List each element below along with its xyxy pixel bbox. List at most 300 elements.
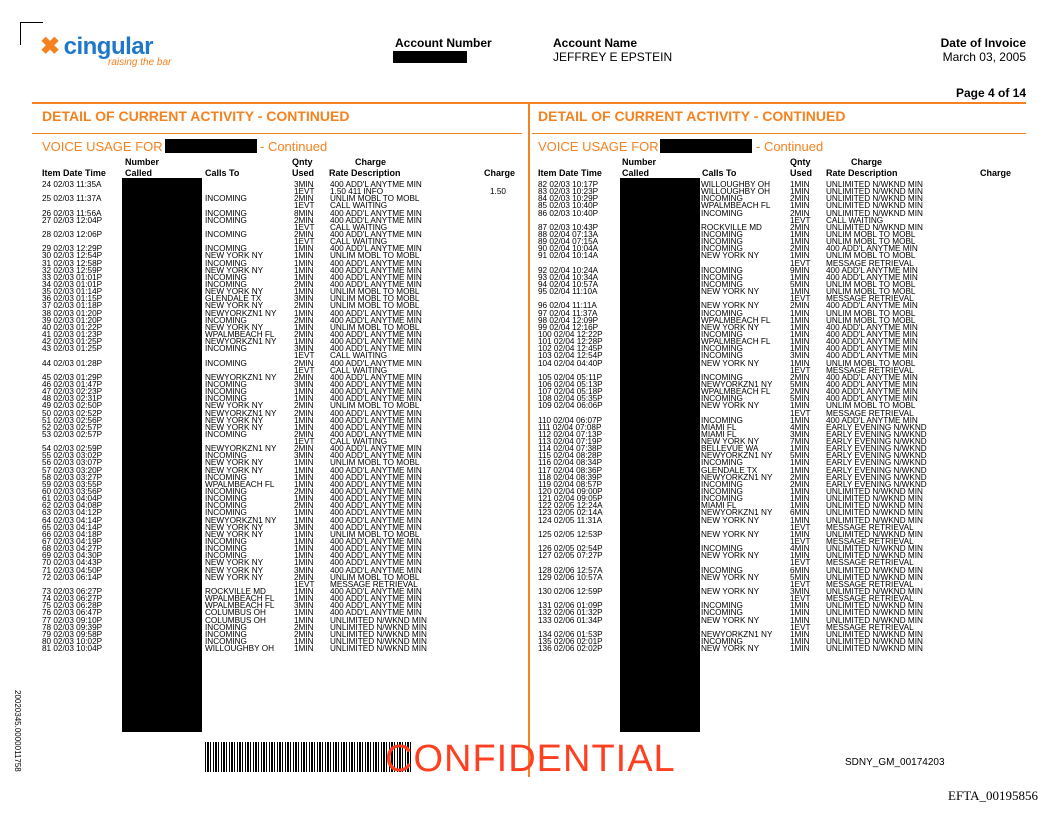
row-calls-to: INCOMING <box>205 394 247 404</box>
row-calls-to: INCOMING <box>701 308 743 318</box>
table-row <box>538 252 1018 259</box>
row-desc: MESSAGE RETRIEVAL <box>330 579 418 589</box>
row-calls-to: WILLOUGHBY OH <box>701 187 771 197</box>
row-qnty: 1MIN <box>790 465 810 475</box>
row-desc: UNLIM MOBL TO MOBL <box>826 401 916 411</box>
row-item: 79 02/03 09:58P <box>42 629 103 639</box>
row-calls-to: INCOMING <box>701 208 743 218</box>
table-row <box>538 317 1018 324</box>
row-item: 91 02/04 10:14A <box>538 251 599 261</box>
row-desc: UNLIM MOBL TO MOBL <box>330 529 420 539</box>
row-calls-to: NEW YORK NY <box>701 437 760 447</box>
row-desc: 400 ADD'L ANYTME MIN <box>330 265 422 275</box>
row-calls-to: NEWYORKZN1 NY <box>701 508 773 518</box>
table-row <box>538 445 1018 452</box>
table-row <box>538 395 1018 402</box>
row-qnty: 1MIN <box>294 258 314 268</box>
col-called: Called <box>125 168 153 178</box>
row-desc: UNLIMITED N/WKND MIN <box>826 508 923 518</box>
row-item: 112 02/04 07:13P <box>538 429 603 439</box>
table-row <box>42 552 522 559</box>
row-desc: 400 ADD'L ANYTME MIN <box>330 329 422 339</box>
row-desc: MESSAGE RETRIEVAL <box>826 594 914 604</box>
row-desc: 400 ADD'L ANYTME MIN <box>330 429 422 439</box>
row-qnty: 3MIN <box>294 379 314 389</box>
table-row <box>42 417 522 424</box>
table-row <box>538 488 1018 495</box>
col-charge: Charge <box>484 168 516 178</box>
row-qnty: 1MIN <box>294 251 314 261</box>
row-desc: MESSAGE RETRIEVAL <box>826 294 914 304</box>
row-calls-to: INCOMING <box>701 479 743 489</box>
row-desc: 400 ADD'L ANYTME MIN <box>330 422 422 432</box>
row-desc: EARLY EVENING N/WKND <box>826 422 927 432</box>
row-qnty: 9MIN <box>790 265 810 275</box>
row-qnty: 2MIN <box>294 429 314 439</box>
row-calls-to: GLENDALE TX <box>701 465 758 475</box>
table-row <box>42 438 522 445</box>
row-qnty: 2MIN <box>294 629 314 639</box>
row-calls-to: INCOMING <box>205 387 247 397</box>
row-item: 82 02/03 10:17P <box>538 180 599 189</box>
row-desc: UNLIMITED N/WKND MIN <box>826 494 923 504</box>
row-qnty: 3MIN <box>294 294 314 304</box>
row-qnty: 2MIN <box>790 479 810 489</box>
table-row <box>538 588 1018 595</box>
row-qnty: 1MIN <box>294 244 314 254</box>
row-qnty: 1MIN <box>790 501 810 511</box>
table-row <box>42 402 522 409</box>
row-qnty: 2MIN <box>790 472 810 482</box>
table-row <box>42 317 522 324</box>
row-qnty: 1MIN <box>790 329 810 339</box>
table-row <box>42 345 522 352</box>
row-item: 101 02/04 12:28P <box>538 337 603 347</box>
row-calls-to: NEW YORK NY <box>205 401 264 411</box>
table-row <box>538 517 1018 524</box>
row-calls-to: INCOMING <box>205 629 247 639</box>
row-qnty: 1MIN <box>790 287 810 297</box>
table-row <box>42 381 522 388</box>
row-qnty: 1EVT <box>790 558 811 568</box>
col-charge-top: Charge <box>355 157 387 167</box>
row-qnty: 1MIN <box>294 537 314 547</box>
row-qnty: 2MIN <box>294 372 314 382</box>
row-qnty: 1MIN <box>294 265 314 275</box>
row-desc: 400 ADD'L ANYTME MIN <box>330 308 422 318</box>
row-calls-to: NEW YORK NY <box>205 265 264 275</box>
table-row <box>42 559 522 566</box>
row-item: 58 02/03 03:27P <box>42 472 103 482</box>
row-calls-to: ROCKVILLE MD <box>701 222 762 232</box>
account-number-label: Account Number <box>395 36 492 50</box>
table-row <box>538 288 1018 295</box>
row-item: 97 02/04 11:37A <box>538 308 598 318</box>
row-desc: 400 ADD'L ANYTME MIN <box>330 408 422 418</box>
row-desc: UNLIM MOBL TO MOBL <box>826 287 916 297</box>
confidential-stamp: CONFIDENTIAL <box>385 738 676 780</box>
table-row <box>42 481 522 488</box>
row-calls-to: NEWYORKZN1 NY <box>205 408 277 418</box>
row-desc: 400 ADD'L ANYTME MIN <box>826 272 918 282</box>
row-qnty: 3MIN <box>294 180 314 189</box>
row-item: 31 02/03 12:58P <box>42 258 103 268</box>
row-qnty: 1EVT <box>790 258 811 268</box>
row-calls-to: NEW YORK NY <box>205 572 264 582</box>
row-qnty: 2MIN <box>294 401 314 411</box>
table-row <box>538 459 1018 466</box>
table-row <box>42 374 522 381</box>
row-qnty: 2MIN <box>294 329 314 339</box>
row-calls-to: NEW YORK NY <box>701 401 760 411</box>
row-desc: 400 ADD'L ANYTME MIN <box>330 394 422 404</box>
table-row <box>42 188 522 195</box>
col-number-r: Number <box>622 157 657 167</box>
phone-redacted-right <box>660 139 752 153</box>
row-calls-to: NEW YORK NY <box>205 458 264 468</box>
row-calls-to: NEW YORK NY <box>205 422 264 432</box>
row-qnty: 3MIN <box>790 351 810 361</box>
table-row <box>538 410 1018 417</box>
table-row <box>538 388 1018 395</box>
row-qnty: 1MIN <box>790 615 810 625</box>
row-calls-to: INCOMING <box>205 544 247 554</box>
table-row <box>538 631 1018 638</box>
table-row <box>538 509 1018 516</box>
row-desc: 400 ADD'L ANYTME MIN <box>826 372 918 382</box>
row-calls-to: MIAMI FL <box>701 422 737 432</box>
row-item: 72 02/03 06:14P <box>42 572 103 582</box>
row-item: 68 02/03 04:27P <box>42 544 103 554</box>
col-called-r: Called <box>622 168 650 178</box>
row-desc: 400 ADD'L ANYTME MIN <box>330 537 422 547</box>
row-desc: UNLIMITED N/WKND MIN <box>826 601 923 611</box>
row-qnty: 1MIN <box>294 587 314 597</box>
row-calls-to: NEW YORK NY <box>701 587 760 597</box>
row-desc: UNLIMITED N/WKND MIN <box>826 587 923 597</box>
row-calls-to: INCOMING <box>205 537 247 547</box>
row-qnty: 1MIN <box>294 615 314 625</box>
row-qnty: 3MIN <box>294 451 314 461</box>
table-row <box>538 467 1018 474</box>
row-calls-to: INCOMING <box>205 379 247 389</box>
row-desc: UNLIM MOBL TO MOBL <box>826 358 916 368</box>
table-row <box>42 238 522 245</box>
table-row <box>42 531 522 538</box>
row-qnty: 1MIN <box>294 479 314 489</box>
table-row <box>538 295 1018 302</box>
brand-name: cingular <box>63 33 153 60</box>
row-qnty: 1MIN <box>790 237 810 247</box>
table-row <box>538 245 1018 252</box>
row-calls-to: NEW YORK NY <box>701 515 760 525</box>
row-desc: EARLY EVENING N/WKND <box>826 465 927 475</box>
row-desc: UNLIMITED N/WKND MIN <box>826 515 923 525</box>
row-desc: UNLIM MOBL TO MOBL <box>330 287 420 297</box>
row-desc: 400 ADD'L ANYTME MIN <box>826 337 918 347</box>
row-item: 108 02/04 05:35P <box>538 394 603 404</box>
row-desc: 400 ADD'L ANYTME MIN <box>330 479 422 489</box>
row-item: 107 02/04 05:18P <box>538 387 603 397</box>
row-desc: 400 ADD'L ANYTME MIN <box>330 229 422 239</box>
row-item: 133 02/06 01:34P <box>538 615 603 625</box>
row-calls-to: INCOMING <box>701 565 743 575</box>
row-calls-to: NEW YORK NY <box>701 644 760 654</box>
row-calls-to: INCOMING <box>701 229 743 239</box>
row-qnty: 1MIN <box>790 272 810 282</box>
row-item: 127 02/05 07:27P <box>538 551 603 561</box>
row-desc: UNLIMITED N/WKND MIN <box>330 629 427 639</box>
row-desc: UNLIM MOBL TO MOBL <box>826 279 916 289</box>
table-row <box>42 302 522 309</box>
table-row <box>538 438 1018 445</box>
row-item: 24 02/03 11:35A <box>42 180 102 189</box>
row-qnty: 1MIN <box>294 644 314 654</box>
voice-usage-label-left: VOICE USAGE FOR <box>42 139 163 154</box>
table-row <box>42 295 522 302</box>
col-qnty-r: Qnty <box>790 157 811 167</box>
column-divider <box>528 102 530 777</box>
row-desc: UNLIMITED N/WKND MIN <box>826 180 923 189</box>
row-item: 103 02/04 12:54P <box>538 351 603 361</box>
row-item: 99 02/04 12:16P <box>538 322 599 332</box>
row-item: 40 02/03 01:22P <box>42 322 103 332</box>
row-item: 75 02/03 06:28P <box>42 601 103 611</box>
row-calls-to: INCOMING <box>205 272 247 282</box>
row-qnty: 2MIN <box>294 194 314 204</box>
row-item: 118 02/04 08:39P <box>538 472 603 482</box>
row-qnty: 2MIN <box>790 387 810 397</box>
row-qnty: 2MIN <box>294 501 314 511</box>
table-row <box>42 631 522 638</box>
row-item: 36 02/03 01:15P <box>42 294 103 304</box>
table-row <box>42 581 522 588</box>
row-item: 74 02/03 06:27P <box>42 594 103 604</box>
table-row <box>42 517 522 524</box>
row-calls-to: NEW YORK NY <box>701 551 760 561</box>
row-item: 39 02/03 01:20P <box>42 315 103 325</box>
cingular-logo <box>40 32 171 68</box>
row-qnty: 1MIN <box>790 415 810 425</box>
row-item: 134 02/06 01:53P <box>538 629 603 639</box>
row-desc: UNLIMITED N/WKND MIN <box>826 201 923 211</box>
row-item: 117 02/04 08:36P <box>538 465 603 475</box>
row-desc: MESSAGE RETRIEVAL <box>826 365 914 375</box>
row-qnty: 1EVT <box>294 437 315 447</box>
row-qnty: 1MIN <box>790 187 810 197</box>
table-row <box>538 267 1018 274</box>
row-qnty: 1MIN <box>294 529 314 539</box>
table-row <box>42 474 522 481</box>
table-row <box>42 410 522 417</box>
row-desc: 400 ADD'L ANYTME MIN <box>330 337 422 347</box>
row-desc: 400 ADD'L ANYTME MIN <box>330 501 422 511</box>
table-row <box>538 274 1018 281</box>
row-item: 98 02/04 12:09P <box>538 315 599 325</box>
row-qnty: 1MIN <box>790 637 810 646</box>
row-calls-to: NEWYORKZN1 NY <box>205 337 277 347</box>
row-desc: UNLIMITED N/WKND MIN <box>826 608 923 618</box>
row-calls-to: NEW YORK NY <box>205 529 264 539</box>
row-qnty: 1EVT <box>790 594 811 604</box>
row-desc: 400 ADD'L ANYTME MIN <box>330 487 422 497</box>
row-qnty: 1MIN <box>294 558 314 568</box>
table-row <box>538 452 1018 459</box>
row-qnty: 1MIN <box>790 494 810 504</box>
row-desc: MESSAGE RETRIEVAL <box>826 258 914 268</box>
table-row <box>42 281 522 288</box>
table-row <box>42 352 522 359</box>
row-desc: UNLIMITED N/WKND MIN <box>330 615 427 625</box>
row-item: 55 02/03 03:02P <box>42 451 103 461</box>
row-desc: 400 ADD'L ANYTME MIN <box>330 508 422 518</box>
col-rate-description-r: Rate Description <box>826 168 898 178</box>
row-qnty: 1MIN <box>294 637 314 646</box>
row-calls-to: INCOMING <box>701 244 743 254</box>
table-row <box>538 524 1018 531</box>
table-row <box>538 495 1018 502</box>
row-item: 35 02/03 01:14P <box>42 287 103 297</box>
row-item: 33 02/03 01:01P <box>42 272 103 282</box>
row-item: 45 02/03 01:29P <box>42 372 103 382</box>
table-row <box>42 452 522 459</box>
row-calls-to: INCOMING <box>205 194 247 204</box>
row-item: 125 02/05 12:53P <box>538 529 603 539</box>
row-desc: EARLY EVENING N/WKND <box>826 479 927 489</box>
row-desc: 400 ADD'L ANYTME MIN <box>330 272 422 282</box>
row-qnty: 1MIN <box>790 444 810 454</box>
row-qnty: 1EVT <box>790 579 811 589</box>
row-calls-to: INCOMING <box>205 215 247 225</box>
row-desc: MESSAGE RETRIEVAL <box>826 622 914 632</box>
row-desc: CALL WAITING <box>826 215 884 225</box>
row-qnty: 1MIN <box>790 201 810 211</box>
row-item: 104 02/04 04:40P <box>538 358 603 368</box>
row-calls-to: NEW YORK NY <box>701 572 760 582</box>
row-item: 38 02/03 01:20P <box>42 308 103 318</box>
row-qnty: 1MIN <box>294 394 314 404</box>
row-item: 81 02/03 10:04P <box>42 644 103 654</box>
row-item: 90 02/04 10:04A <box>538 244 599 254</box>
table-row <box>42 524 522 531</box>
row-item: 66 02/03 04:18P <box>42 529 103 539</box>
row-qnty: 8MIN <box>294 208 314 218</box>
col-charge-r: Charge <box>980 168 1012 178</box>
row-item: 89 02/04 07:15A <box>538 237 599 247</box>
row-qnty: 1MIN <box>790 551 810 561</box>
row-desc: 400 ADD'L ANYTME MIN <box>826 244 918 254</box>
row-desc: UNLIM MOBL TO MOBL <box>826 229 916 239</box>
table-row <box>42 445 522 452</box>
row-calls-to: NEWYORKZN1 NY <box>205 444 277 454</box>
row-item: 111 02/04 07:08P <box>538 422 602 432</box>
col-used: Used <box>292 168 315 178</box>
table-row <box>538 531 1018 538</box>
row-item: 26 02/03 11:56A <box>42 208 102 218</box>
table-row <box>42 360 522 367</box>
table-row <box>538 217 1018 224</box>
row-item: 129 02/06 10:57A <box>538 572 603 582</box>
row-desc: UNLIMITED N/WKND MIN <box>826 637 923 646</box>
table-row <box>42 260 522 267</box>
phone-redacted-left <box>165 139 257 153</box>
row-desc: 400 ADD'L ANYTME MIN <box>330 358 422 368</box>
row-qnty: 1MIN <box>294 308 314 318</box>
table-row <box>538 574 1018 581</box>
table-row <box>538 424 1018 431</box>
table-row <box>42 388 522 395</box>
table-row <box>538 431 1018 438</box>
row-desc: 400 ADD'L ANYTME MIN <box>330 465 422 475</box>
row-desc: 400 ADD'L ANYTME MIN <box>330 565 422 575</box>
row-calls-to: MIAMI FL <box>701 429 737 439</box>
row-calls-to: NEW YORK NY <box>205 322 264 332</box>
row-qnty: 1EVT <box>294 201 315 211</box>
row-desc: 400 ADD'L ANYTME MIN <box>330 244 422 254</box>
row-qnty: 1MIN <box>790 344 810 354</box>
row-qnty: 2MIN <box>790 372 810 382</box>
row-qnty: 1MIN <box>790 644 810 654</box>
row-desc: UNLIMITED N/WKND MIN <box>826 565 923 575</box>
row-desc: 400 ADD'L ANYTME MIN <box>826 329 918 339</box>
row-calls-to: COLUMBUS OH <box>205 615 266 625</box>
table-row <box>42 624 522 631</box>
row-item: 131 02/06 01:09P <box>538 601 603 611</box>
row-desc: CALL WAITING <box>330 437 388 447</box>
row-item: 50 02/03 02:52P <box>42 408 103 418</box>
table-row <box>538 224 1018 231</box>
row-calls-to: WPALMBEACH FL <box>701 387 771 397</box>
row-calls-to: COLUMBUS OH <box>205 608 266 618</box>
row-qnty: 1MIN <box>790 308 810 318</box>
row-item: 124 02/05 11:31A <box>538 515 603 525</box>
row-calls-to: WPALMBEACH FL <box>205 594 275 604</box>
table-row <box>538 552 1018 559</box>
row-calls-to: INCOMING <box>205 258 247 268</box>
table-row <box>42 310 522 317</box>
row-calls-to: INCOMING <box>205 472 247 482</box>
row-item: 47 02/03 02:23P <box>42 387 103 397</box>
row-qnty: 1MIN <box>294 508 314 518</box>
row-item: 62 02/03 04:08P <box>42 501 103 511</box>
row-item: 56 02/03 03:07P <box>42 458 103 468</box>
table-row <box>42 574 522 581</box>
row-qnty: 3MIN <box>790 587 810 597</box>
row-qnty: 1EVT <box>790 622 811 632</box>
table-row <box>42 331 522 338</box>
row-item: 48 02/03 02:31P <box>42 394 103 404</box>
row-desc: 1.50 411 INFO <box>330 187 384 197</box>
row-calls-to: NEW YORK NY <box>205 565 264 575</box>
row-calls-to: WPALMBEACH FL <box>701 337 771 347</box>
table-row <box>538 352 1018 359</box>
row-desc: MESSAGE RETRIEVAL <box>826 558 914 568</box>
row-calls-to: INCOMING <box>701 272 743 282</box>
row-qnty: 4MIN <box>790 544 810 554</box>
row-calls-to: NEW YORK NY <box>701 287 760 297</box>
row-qnty: 2MIN <box>294 487 314 497</box>
row-qnty: 1MIN <box>294 551 314 561</box>
row-calls-to: INCOMING <box>701 194 743 204</box>
row-calls-to: INCOMING <box>701 394 743 404</box>
row-calls-to: NEW YORK NY <box>701 301 760 311</box>
table-row <box>538 581 1018 588</box>
row-item: 80 02/03 10:02P <box>42 637 103 646</box>
row-item: 110 02/04 06:07P <box>538 415 603 425</box>
row-desc: 400 ADD'L ANYTME MIN <box>330 215 422 225</box>
row-qnty: 6MIN <box>790 508 810 518</box>
row-item: 65 02/03 04:14P <box>42 522 103 532</box>
